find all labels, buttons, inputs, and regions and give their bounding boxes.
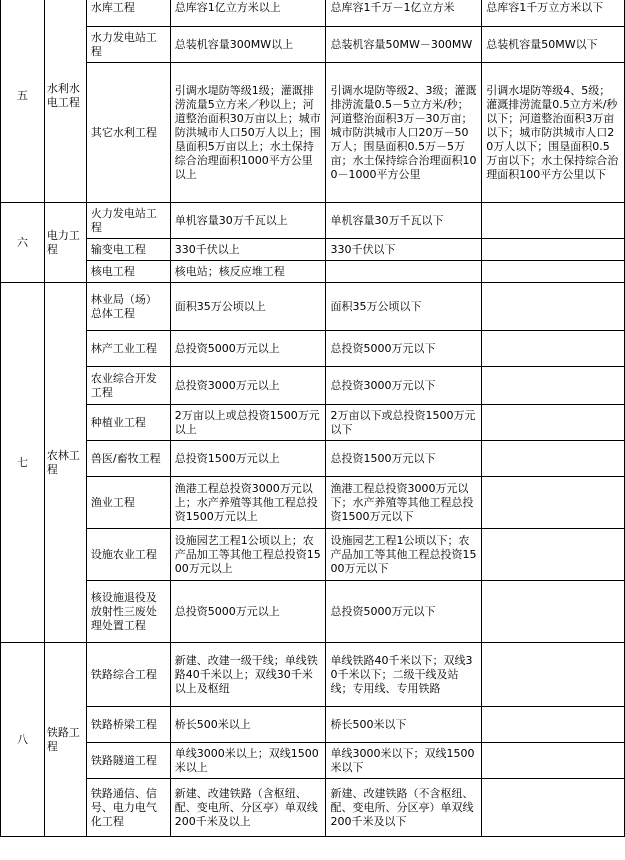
medium-scale-cell: 单线3000米以下；双线1500米以下 (326, 743, 482, 779)
medium-scale-cell: 桥长500米以下 (326, 707, 482, 743)
table-row (1, 239, 625, 261)
project-name-cell: 渔业工程 (86, 477, 170, 529)
large-scale-cell: 面积35万公顷以上 (170, 283, 326, 331)
small-scale-cell: 总装机容量50MW以下 (482, 27, 625, 63)
medium-scale-cell: 总投资3000万元以下 (326, 367, 482, 405)
large-scale-cell: 设施园艺工程1公顷以上；农产品加工等其他工程总投资1500万元以上 (170, 529, 326, 581)
section-number: 五 (1, 0, 45, 203)
small-scale-cell: 引调水堤防等级4、5级；灌溉排涝流量0.5立方米/秒以下；河道整治面积3万亩以下；城市防洪城市人口20万人以下；围垦面积0.5万亩以下；水土保持综合治理面积100平方公里以下 (482, 63, 625, 203)
small-scale-cell (482, 239, 625, 261)
section-number: 七 (1, 283, 45, 643)
medium-scale-cell: 引调水堤防等级2、3级；灌溉排涝流量0.5－5立方米/秒；河道整治面积3万－30万亩；城市防洪城市人口20万－50万人；围垦面积0.5万－5万亩；水土保持综合治理面积100－1000平方公里 (326, 63, 482, 203)
table-row (1, 743, 625, 779)
project-name-cell: 种植业工程 (86, 405, 170, 441)
project-name-cell: 核设施退役及放射性三废处理处置工程 (86, 581, 170, 643)
project-name-cell: 设施农业工程 (86, 529, 170, 581)
large-scale-cell: 新建、改建一级干线；单线铁路40千米以上；双线30千米以上及枢纽 (170, 643, 326, 707)
project-name-cell: 农业综合开发工程 (86, 367, 170, 405)
medium-scale-cell: 总装机容量50MW－300MW (326, 27, 482, 63)
project-name-cell: 水力发电站工程 (86, 27, 170, 63)
small-scale-cell (482, 581, 625, 643)
large-scale-cell: 核电站；核反应堆工程 (170, 261, 326, 283)
table-row (1, 27, 625, 63)
small-scale-cell (482, 707, 625, 743)
project-name-cell: 核电工程 (86, 261, 170, 283)
small-scale-cell (482, 743, 625, 779)
table-row (1, 283, 625, 331)
large-scale-cell: 单线3000米以上；双线1500米以上 (170, 743, 326, 779)
project-name-cell: 铁路隧道工程 (86, 743, 170, 779)
medium-scale-cell: 330千伏以下 (326, 239, 482, 261)
large-scale-cell: 2万亩以上或总投资1500万元以上 (170, 405, 326, 441)
table-row (1, 779, 625, 837)
small-scale-cell (482, 779, 625, 837)
large-scale-cell: 总投资3000万元以上 (170, 367, 326, 405)
table-row (1, 581, 625, 643)
large-scale-cell: 总装机容量300MW以上 (170, 27, 326, 63)
medium-scale-cell: 单线铁路40千米以下；双线30千米以下；二级干线及站线；专用线、专用铁路 (326, 643, 482, 707)
large-scale-cell: 总投资5000万元以上 (170, 331, 326, 367)
project-name-cell: 输变电工程 (86, 239, 170, 261)
small-scale-cell (482, 441, 625, 477)
table-row (1, 405, 625, 441)
large-scale-cell: 单机容量30万千瓦以上 (170, 203, 326, 239)
project-name-cell: 其它水利工程 (86, 63, 170, 203)
small-scale-cell (482, 331, 625, 367)
medium-scale-cell: 总投资5000万元以下 (326, 581, 482, 643)
small-scale-cell (482, 283, 625, 331)
project-name-cell: 水库工程 (86, 0, 170, 27)
small-scale-cell (482, 261, 625, 283)
project-name-cell: 铁路桥梁工程 (86, 707, 170, 743)
section-number: 六 (1, 203, 45, 283)
large-scale-cell: 330千伏以上 (170, 239, 326, 261)
table-row (1, 203, 625, 239)
small-scale-cell (482, 367, 625, 405)
table-row (1, 261, 625, 283)
table-row (1, 0, 625, 27)
section-number: 八 (1, 643, 45, 837)
category-cell: 水利水电工程 (44, 0, 86, 203)
project-name-cell: 火力发电站工程 (86, 203, 170, 239)
table-row (1, 367, 625, 405)
small-scale-cell (482, 643, 625, 707)
table-row (1, 529, 625, 581)
medium-scale-cell: 面积35万公顷以下 (326, 283, 482, 331)
medium-scale-cell: 总库容1千万－1亿立方米 (326, 0, 482, 27)
medium-scale-cell: 总投资5000万元以下 (326, 331, 482, 367)
table-row (1, 331, 625, 367)
table-row (1, 441, 625, 477)
large-scale-cell: 桥长500米以上 (170, 707, 326, 743)
project-name-cell: 铁路综合工程 (86, 643, 170, 707)
medium-scale-cell: 2万亩以下或总投资1500万元以下 (326, 405, 482, 441)
small-scale-cell (482, 529, 625, 581)
large-scale-cell: 总投资5000万元以上 (170, 581, 326, 643)
category-cell: 铁路工程 (44, 643, 86, 837)
large-scale-cell: 渔港工程总投资3000万元以上；水产养殖等其他工程总投资1500万元以上 (170, 477, 326, 529)
project-name-cell: 林产工业工程 (86, 331, 170, 367)
project-name-cell: 林业局（场）总体工程 (86, 283, 170, 331)
medium-scale-cell: 设施园艺工程1公顷以下；农产品加工等其他工程总投资1500万元以下 (326, 529, 482, 581)
medium-scale-cell: 单机容量30万千瓦以下 (326, 203, 482, 239)
category-cell: 农林工程 (44, 283, 86, 643)
project-name-cell: 兽医/畜牧工程 (86, 441, 170, 477)
small-scale-cell (482, 477, 625, 529)
medium-scale-cell: 渔港工程总投资3000万元以下；水产养殖等其他工程总投资1500万元以下 (326, 477, 482, 529)
table-row (1, 477, 625, 529)
category-cell: 电力工程 (44, 203, 86, 283)
table-row (1, 63, 625, 203)
medium-scale-cell: 新建、改建铁路（不含枢纽、配、变电所、分区亭）单双线200千米及以下 (326, 779, 482, 837)
project-name-cell: 铁路通信、信号、电力电气化工程 (86, 779, 170, 837)
large-scale-cell: 总投资1500万元以上 (170, 441, 326, 477)
table-row (1, 707, 625, 743)
large-scale-cell: 新建、改建铁路（含枢纽、配、变电所、分区亭）单双线200千米及以上 (170, 779, 326, 837)
medium-scale-cell: 总投资1500万元以下 (326, 441, 482, 477)
small-scale-cell (482, 203, 625, 239)
small-scale-cell: 总库容1千万立方米以下 (482, 0, 625, 27)
large-scale-cell: 总库容1亿立方米以上 (170, 0, 326, 27)
medium-scale-cell (326, 261, 482, 283)
small-scale-cell (482, 405, 625, 441)
table-row (1, 643, 625, 707)
large-scale-cell: 引调水堤防等级1级；灌溉排涝流量5立方米／秒以上；河道整治面积30万亩以上；城市防洪城市人口50万人以上；围垦面积5万亩以上；水土保持综合治理面积1000平方公里以上 (170, 63, 326, 203)
